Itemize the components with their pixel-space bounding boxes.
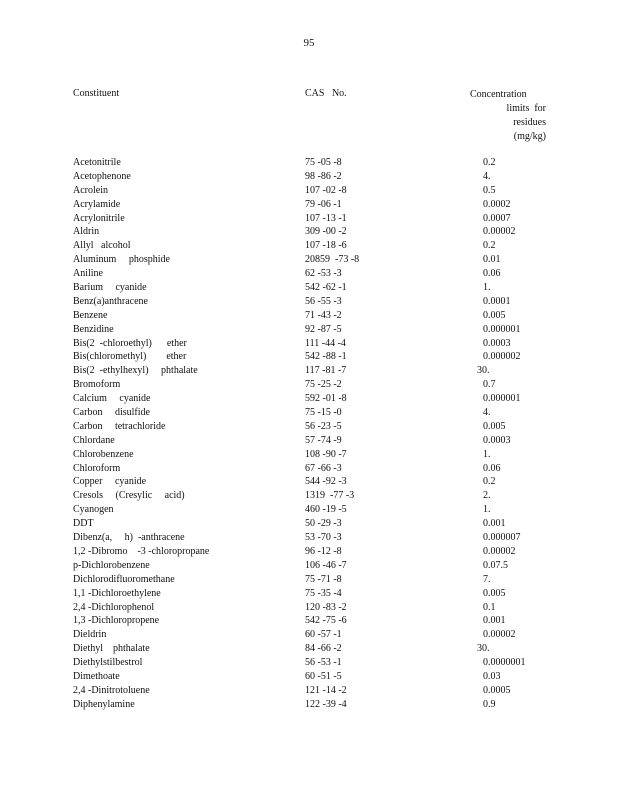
table-row bbox=[0, 656, 618, 670]
constituent-name: Acrolein bbox=[73, 184, 108, 196]
constituent-name: Copper cyanide bbox=[73, 476, 147, 488]
table-row bbox=[0, 434, 618, 448]
cas-number: 60 -51 -5 bbox=[305, 670, 342, 682]
concentration-limit: 7. bbox=[483, 573, 491, 585]
concentration-limit: 0.005 bbox=[483, 420, 506, 432]
concentration-limit: 0.1 bbox=[483, 601, 496, 613]
table-row bbox=[0, 378, 618, 392]
table-row bbox=[0, 489, 618, 503]
concentration-limit: 0.9 bbox=[483, 698, 496, 710]
table-row bbox=[0, 337, 618, 351]
concentration-limit: 0.07.5 bbox=[483, 559, 508, 571]
concentration-limit: 0.2 bbox=[483, 476, 496, 488]
cas-number: 79 -06 -1 bbox=[305, 198, 342, 210]
table-row bbox=[0, 670, 618, 684]
table-row bbox=[0, 267, 618, 281]
cas-number: 460 -19 -5 bbox=[305, 504, 347, 516]
table-row bbox=[0, 545, 618, 559]
cas-number: 20859 -73 -8 bbox=[305, 254, 360, 266]
concentration-limit: 0.06 bbox=[483, 462, 501, 474]
cas-number: 106 -46 -7 bbox=[305, 559, 347, 571]
cas-number: 117 -81 -7 bbox=[305, 365, 347, 377]
concentration-limit: 0.06 bbox=[483, 268, 501, 280]
constituent-table-body bbox=[0, 156, 618, 712]
cas-number: 75 -35 -4 bbox=[305, 587, 342, 599]
concentration-limit: 0.001 bbox=[483, 518, 506, 530]
table-row bbox=[0, 587, 618, 601]
concentration-limit: 1. bbox=[483, 504, 491, 516]
table-row bbox=[0, 559, 618, 573]
concentration-limit: 0.2 bbox=[483, 157, 496, 168]
constituent-name: Acetophenone bbox=[73, 170, 131, 182]
constituent-name: Barium cyanide bbox=[73, 282, 147, 294]
concentration-limit: 0.00002 bbox=[483, 629, 516, 641]
constituent-name: Chloroform bbox=[73, 462, 121, 474]
cas-number: 120 -83 -2 bbox=[305, 601, 347, 613]
concentration-limit: 4. bbox=[483, 407, 491, 419]
table-row bbox=[0, 198, 618, 212]
concentration-limit: 0.03 bbox=[483, 670, 501, 682]
concentration-limit: 0.01 bbox=[483, 254, 501, 266]
cas-number: 53 -70 -3 bbox=[305, 532, 342, 544]
constituent-name: p-Dichlorobenzene bbox=[73, 559, 150, 571]
header-cas-number: CAS No. bbox=[305, 88, 347, 99]
constituent-name: Bis(chloromethyl) ether bbox=[73, 351, 187, 363]
constituent-name: 1,2 -Dibromo -3 -chloropropane bbox=[73, 545, 210, 557]
constituent-name: DDT bbox=[73, 518, 94, 530]
concentration-limit: 0.0000001 bbox=[483, 657, 526, 669]
constituent-name: Dibenz(a, h) -anthracene bbox=[73, 532, 185, 544]
constituent-name: Diethyl phthalate bbox=[73, 643, 150, 655]
page-number: 95 bbox=[303, 37, 315, 49]
constituent-name: Carbon disulfide bbox=[73, 407, 150, 419]
cas-number: 56 -23 -5 bbox=[305, 420, 342, 432]
table-row bbox=[0, 601, 618, 615]
cas-number: 107 -02 -8 bbox=[305, 184, 347, 196]
constituent-name: Diphenylamine bbox=[73, 698, 135, 710]
constituent-name: 2,4 -Dinitrotoluene bbox=[73, 684, 150, 696]
cas-number: 56 -53 -1 bbox=[305, 657, 342, 669]
constituent-name: Benz(a)anthracene bbox=[73, 295, 148, 307]
concentration-limit: 0.0002 bbox=[483, 198, 511, 210]
constituent-name: 1,1 -Dichloroethylene bbox=[73, 587, 161, 599]
concentration-limit: 0.005 bbox=[483, 309, 506, 321]
concentration-limit: 1. bbox=[483, 448, 491, 460]
cas-number: 60 -57 -1 bbox=[305, 629, 342, 641]
constituent-name: Dichlorodifluoromethane bbox=[73, 573, 175, 585]
concentration-limit: 0.001 bbox=[483, 615, 506, 627]
concentration-limit: 0.0007 bbox=[483, 212, 511, 224]
concentration-limit: 30. bbox=[477, 643, 490, 655]
constituent-name: 2,4 -Dichlorophenol bbox=[73, 601, 155, 613]
concentration-limit: 4. bbox=[483, 170, 491, 182]
table-row bbox=[0, 170, 618, 184]
cas-number: 592 -01 -8 bbox=[305, 393, 347, 405]
concentration-limit: 0.000007 bbox=[483, 532, 521, 544]
cas-number: 544 -92 -3 bbox=[305, 476, 347, 488]
constituent-name: Cresols (Cresylic acid) bbox=[73, 490, 185, 502]
concentration-limit: 0.00002 bbox=[483, 545, 516, 557]
cas-number: 122 -39 -4 bbox=[305, 698, 347, 710]
header-constituent: Constituent bbox=[73, 88, 120, 99]
concentration-limit: 0.005 bbox=[483, 587, 506, 599]
table-row bbox=[0, 420, 618, 434]
constituent-name: Chlordane bbox=[73, 434, 115, 446]
cas-number: 75 -05 -8 bbox=[305, 157, 342, 168]
concentration-limit: 0.0003 bbox=[483, 337, 511, 349]
cas-number: 75 -15 -0 bbox=[305, 407, 342, 419]
table-row bbox=[0, 212, 618, 226]
table-row bbox=[0, 281, 618, 295]
concentration-limit: 1. bbox=[483, 282, 491, 294]
constituent-name: Allyl alcohol bbox=[73, 240, 131, 252]
table-row bbox=[0, 323, 618, 337]
cas-number: 67 -66 -3 bbox=[305, 462, 342, 474]
cas-number: 121 -14 -2 bbox=[305, 684, 347, 696]
header-concentration-line-4: (mg/kg) bbox=[513, 131, 546, 142]
concentration-limit: 0.0003 bbox=[483, 434, 511, 446]
cas-number: 96 -12 -8 bbox=[305, 545, 342, 557]
cas-number: 98 -86 -2 bbox=[305, 170, 342, 182]
cas-number: 107 -18 -6 bbox=[305, 240, 347, 252]
table-row bbox=[0, 295, 618, 309]
table-row bbox=[0, 239, 618, 253]
table-row bbox=[0, 503, 618, 517]
cas-number: 111 -44 -4 bbox=[305, 337, 346, 349]
table-header bbox=[0, 88, 618, 148]
table-row bbox=[0, 517, 618, 531]
cas-number: 56 -55 -3 bbox=[305, 295, 342, 307]
cas-number: 92 -87 -5 bbox=[305, 323, 342, 335]
constituent-name: Diethylstilbestrol bbox=[73, 657, 143, 669]
cas-number: 542 -75 -6 bbox=[305, 615, 347, 627]
header-concentration bbox=[470, 88, 546, 144]
table-row bbox=[0, 628, 618, 642]
cas-number: 50 -29 -3 bbox=[305, 518, 342, 530]
constituent-name: Acetonitrile bbox=[73, 157, 121, 168]
table-row bbox=[0, 573, 618, 587]
table-row bbox=[0, 406, 618, 420]
constituent-name: Calcium cyanide bbox=[73, 393, 151, 405]
constituent-name: Cyanogen bbox=[73, 504, 114, 516]
constituent-name: Benzidine bbox=[73, 323, 114, 335]
concentration-limit: 0.000001 bbox=[483, 323, 521, 335]
constituent-name: Dimethoate bbox=[73, 670, 120, 682]
constituent-name: Benzene bbox=[73, 309, 108, 321]
concentration-limit: 0.000002 bbox=[483, 351, 521, 363]
cas-number: 71 -43 -2 bbox=[305, 309, 342, 321]
constituent-name: Acrylamide bbox=[73, 198, 121, 210]
constituent-name: Aniline bbox=[73, 268, 103, 280]
concentration-limit: 30. bbox=[477, 365, 490, 377]
cas-number: 107 -13 -1 bbox=[305, 212, 347, 224]
cas-number: 542 -88 -1 bbox=[305, 351, 347, 363]
concentration-limit: 0.7 bbox=[483, 379, 496, 391]
cas-number: 57 -74 -9 bbox=[305, 434, 342, 446]
header-concentration-line-2: limits for bbox=[506, 103, 546, 114]
constituent-name: Acrylonitrile bbox=[73, 212, 125, 224]
table-row bbox=[0, 309, 618, 323]
cas-number: 542 -62 -1 bbox=[305, 282, 347, 294]
table-row bbox=[0, 642, 618, 656]
table-row bbox=[0, 350, 618, 364]
table-row bbox=[0, 156, 618, 170]
table-row bbox=[0, 462, 618, 476]
table-row bbox=[0, 698, 618, 712]
cas-number: 75 -71 -8 bbox=[305, 573, 342, 585]
table-row bbox=[0, 684, 618, 698]
constituent-name: 1,3 -Dichloropropene bbox=[73, 615, 160, 627]
table-row bbox=[0, 392, 618, 406]
cas-number: 75 -25 -2 bbox=[305, 379, 342, 391]
constituent-name: Bromoform bbox=[73, 379, 121, 391]
header-concentration-line-3: residues bbox=[513, 117, 546, 128]
table-row bbox=[0, 364, 618, 378]
table-row bbox=[0, 614, 618, 628]
cas-number: 108 -90 -7 bbox=[305, 448, 347, 460]
table-row bbox=[0, 184, 618, 198]
constituent-name: Dieldrin bbox=[73, 629, 107, 641]
table-row bbox=[0, 225, 618, 239]
cas-number: 309 -00 -2 bbox=[305, 226, 347, 238]
constituent-name: Aluminum phosphide bbox=[73, 254, 170, 266]
table-row bbox=[0, 253, 618, 267]
header-concentration-line-1: Concentration bbox=[470, 89, 527, 100]
constituent-name: Bis(2 -ethylhexyl) phthalate bbox=[73, 365, 198, 377]
concentration-limit: 2. bbox=[483, 490, 491, 502]
constituent-name: Chlorobenzene bbox=[73, 448, 134, 460]
table-row bbox=[0, 531, 618, 545]
concentration-limit: 0.2 bbox=[483, 240, 496, 252]
constituent-name: Carbon tetrachloride bbox=[73, 420, 166, 432]
cas-number: 84 -66 -2 bbox=[305, 643, 342, 655]
concentration-limit: 0.5 bbox=[483, 184, 496, 196]
table-row bbox=[0, 448, 618, 462]
table-row bbox=[0, 475, 618, 489]
concentration-limit: 0.00002 bbox=[483, 226, 516, 238]
concentration-limit: 0.0001 bbox=[483, 295, 511, 307]
cas-number: 62 -53 -3 bbox=[305, 268, 342, 280]
cas-number: 1319 -77 -3 bbox=[305, 490, 355, 502]
concentration-limit: 0.000001 bbox=[483, 393, 521, 405]
constituent-name: Bis(2 -chloroethyl) ether bbox=[73, 337, 187, 349]
constituent-name: Aldrin bbox=[73, 226, 100, 238]
concentration-limit: 0.0005 bbox=[483, 684, 511, 696]
